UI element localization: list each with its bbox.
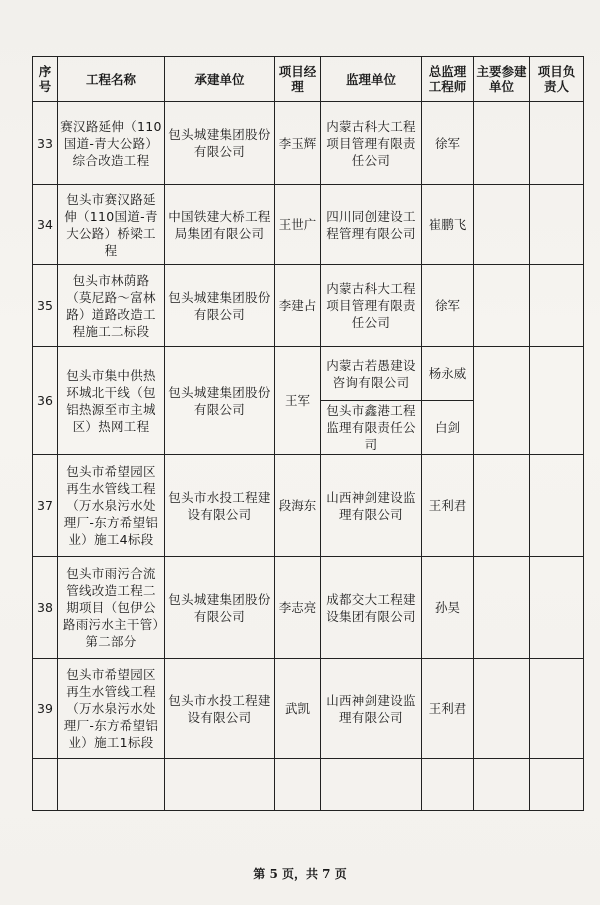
row-leader [530,265,584,347]
row-participant [474,659,530,759]
row-seq: 39 [33,659,58,759]
row-seq: 33 [33,102,58,185]
row-participant [474,185,530,265]
row-seq: 38 [33,557,58,659]
row-contractor: 包头市水投工程建设有限公司 [165,455,275,557]
row-leader [530,347,584,455]
table-row [33,347,584,401]
project-roster-table [32,56,584,811]
table-row [33,659,584,759]
row-project: 包头市赛汉路延伸（110国道-青大公路）桥梁工程 [58,185,165,265]
header-seq: 序号 [33,57,58,102]
row-participant [474,455,530,557]
row-leader [530,455,584,557]
row-chief: 徐军 [422,265,474,347]
row-pm: 段海东 [275,455,321,557]
header-chief: 总监理工程师 [422,57,474,102]
row-project: 包头市集中供热环城北干线（包铝热源至市主城区）热网工程 [58,347,165,455]
page-footer: 第 5 页，共 7 页 [253,867,347,881]
empty-cell [165,759,275,811]
header-participant: 主要参建单位 [474,57,530,102]
header-leader: 项目负责人 [530,57,584,102]
row-supervisor: 内蒙古若愚建设咨询有限公司 [321,347,422,401]
row-supervisor: 内蒙古科大工程项目管理有限责任公司 [321,102,422,185]
row-supervisor: 成都交大工程建设集团有限公司 [321,557,422,659]
row-seq: 36 [33,347,58,455]
row-leader [530,659,584,759]
row-chief: 王利君 [422,455,474,557]
empty-cell [422,759,474,811]
row-chief-2: 白剑 [422,401,474,455]
row-contractor: 包头城建集团股份有限公司 [165,265,275,347]
row-seq: 37 [33,455,58,557]
row-project: 包头市希望园区再生水管线工程（万水泉污水处理厂-东方希望铝业）施工1标段 [58,659,165,759]
row-contractor: 包头市水投工程建设有限公司 [165,659,275,759]
row-chief: 徐军 [422,102,474,185]
row-leader [530,557,584,659]
row-pm: 王世广 [275,185,321,265]
row-contractor: 包头城建集团股份有限公司 [165,347,275,455]
table-row [33,185,584,265]
table-row [33,102,584,185]
row-seq: 34 [33,185,58,265]
row-chief: 孙昊 [422,557,474,659]
header-supervisor: 监理单位 [321,57,422,102]
row-pm: 王军 [275,347,321,455]
row-participant [474,347,530,455]
row-supervisor: 山西神剑建设监理有限公司 [321,455,422,557]
row-supervisor: 山西神剑建设监理有限公司 [321,659,422,759]
empty-cell [275,759,321,811]
row-participant [474,102,530,185]
table-row [33,265,584,347]
empty-cell [33,759,58,811]
table-row [33,455,584,557]
row-contractor: 包头城建集团股份有限公司 [165,102,275,185]
empty-cell [58,759,165,811]
row-seq: 35 [33,265,58,347]
row-pm: 李玉辉 [275,102,321,185]
row-pm: 李建占 [275,265,321,347]
row-chief: 杨永威 [422,347,474,401]
row-supervisor: 内蒙古科大工程项目管理有限责任公司 [321,265,422,347]
row-participant [474,265,530,347]
table-row [33,557,584,659]
table-row-empty [33,759,584,811]
row-project: 包头市希望园区再生水管线工程（万水泉污水处理厂-东方希望铝业）施工4标段 [58,455,165,557]
row-participant [474,557,530,659]
row-pm: 李志亮 [275,557,321,659]
row-supervisor-2: 包头市鑫港工程监理有限责任公司 [321,401,422,455]
row-contractor: 中国铁建大桥工程局集团有限公司 [165,185,275,265]
row-leader [530,102,584,185]
row-pm: 武凯 [275,659,321,759]
header-row [33,57,584,102]
row-leader [530,185,584,265]
header-project: 工程名称 [58,57,165,102]
header-contractor: 承建单位 [165,57,275,102]
row-chief: 王利君 [422,659,474,759]
row-supervisor: 四川同创建设工程管理有限公司 [321,185,422,265]
row-project: 包头市雨污合流管线改造工程二期项目（包伊公路雨污水主干管）第二部分 [58,557,165,659]
row-project: 赛汉路延伸（110国道-青大公路）综合改造工程 [58,102,165,185]
empty-cell [474,759,530,811]
row-project: 包头市林荫路（莫尼路～富林路）道路改造工程施工二标段 [58,265,165,347]
empty-cell [530,759,584,811]
empty-cell [321,759,422,811]
row-contractor: 包头城建集团股份有限公司 [165,557,275,659]
header-pm: 项目经理 [275,57,321,102]
row-chief: 崔鹏飞 [422,185,474,265]
